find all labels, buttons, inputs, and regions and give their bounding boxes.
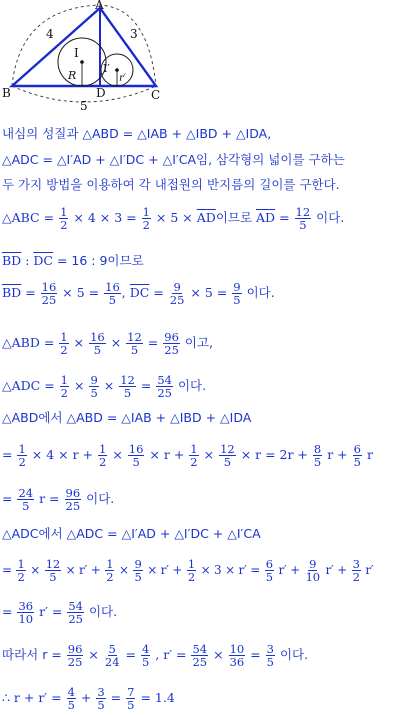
circumcircle-arc-top: [12, 5, 156, 86]
fraction-numerator: 16: [90, 330, 105, 344]
fraction-numerator: 8: [313, 442, 322, 456]
math-text: ×: [112, 447, 123, 462]
fraction: [89, 331, 106, 356]
triangle-incircle-figure: [0, 0, 170, 112]
fraction: [305, 558, 321, 583]
eq-r-prime-solve: [2, 600, 117, 625]
eq-bd-dc: [2, 281, 275, 306]
fraction-denominator: 5: [90, 386, 98, 400]
fraction: [141, 643, 150, 668]
math-text: 따라서 r =: [2, 647, 62, 662]
math-text: =: [110, 690, 122, 705]
fraction: [265, 558, 274, 583]
text-line-3: [2, 177, 340, 193]
math-text: ×: [213, 647, 224, 662]
fraction-numerator: 12: [45, 557, 60, 571]
math-text: ×: [73, 335, 85, 350]
fraction: [163, 331, 180, 356]
fraction: [104, 643, 121, 668]
fraction: [89, 374, 98, 399]
fraction-numerator: 16: [128, 442, 144, 456]
fraction-numerator: 16: [41, 280, 57, 294]
fraction: [295, 206, 312, 231]
math-text: =: [2, 563, 12, 577]
fraction-numerator: 24: [18, 486, 34, 500]
fraction: [59, 206, 68, 231]
math-text: r′ +: [278, 563, 300, 577]
fraction-denominator: 5: [223, 455, 232, 469]
math-text: = 1.4: [140, 690, 175, 705]
fraction-numerator: 3: [266, 642, 274, 656]
math-text: △ABD에서 △ABD = △IAB + △IBD + △IDA: [2, 410, 252, 425]
fraction-numerator: 96: [65, 486, 81, 500]
segment-label: $\overline{BD}$: [2, 285, 22, 300]
center-i-dot: [80, 60, 84, 64]
fraction-numerator: 1: [187, 557, 195, 571]
fraction: [313, 443, 322, 468]
fraction: [232, 281, 241, 306]
fraction-denominator: 5: [123, 386, 132, 400]
label-a: A: [95, 0, 104, 12]
fraction-numerator: 4: [67, 685, 75, 699]
eq-abd-expand: [2, 443, 373, 468]
fraction: [126, 686, 135, 711]
fraction-numerator: 9: [173, 280, 181, 294]
fraction-denominator: 36: [229, 655, 245, 669]
math-text: × r +: [149, 447, 185, 462]
fraction-denominator: 5: [49, 570, 57, 584]
fraction: [96, 686, 105, 711]
fraction: [191, 643, 208, 668]
eq-ratio: [2, 253, 144, 269]
fraction-numerator: 12: [120, 373, 135, 387]
eq-final-answer: [2, 686, 175, 711]
fraction-denominator: 5: [266, 655, 274, 669]
triangle-abc: [12, 8, 156, 86]
math-text: =: [2, 447, 13, 462]
fraction-numerator: 96: [67, 642, 83, 656]
fraction-denominator: 5: [353, 455, 361, 469]
fraction: [219, 443, 236, 468]
fraction: [67, 643, 84, 668]
fraction: [59, 331, 68, 356]
fraction-numerator: 36: [18, 599, 34, 613]
math-text: × 4 × r +: [31, 447, 94, 462]
fraction-numerator: 16: [105, 280, 120, 294]
label-c: C: [151, 88, 161, 102]
fraction-numerator: 4: [141, 642, 150, 656]
math-text: 두 가지 방법을 이용하여 각 내접원의 반지름의 길이를 구한다.: [2, 177, 340, 192]
fraction: [128, 443, 145, 468]
math-text: r: [366, 447, 373, 462]
fraction-numerator: 9: [309, 557, 317, 571]
text-line-2: [2, 152, 345, 168]
math-text: ×: [103, 378, 115, 393]
fraction-numerator: 1: [60, 205, 68, 219]
fraction-denominator: 2: [99, 455, 107, 469]
math-text: r +: [327, 447, 348, 462]
math-text: 이다.: [279, 647, 309, 662]
fraction: [67, 600, 84, 625]
fraction-numerator: 1: [18, 442, 26, 456]
segment-label: $\overline{DC}$: [129, 285, 150, 300]
fraction-denominator: 10: [18, 612, 34, 626]
fraction-denominator: 5: [108, 293, 117, 307]
fraction: [229, 643, 246, 668]
fraction: [187, 558, 196, 583]
fraction-denominator: 5: [265, 570, 273, 584]
fraction: [126, 331, 143, 356]
math-text: 이므로: [215, 210, 253, 225]
eq-abc-area: [2, 206, 344, 231]
math-text: =: [147, 335, 159, 350]
math-text: × r′ +: [65, 563, 101, 577]
fraction: [142, 206, 151, 231]
fraction-numerator: 1: [99, 442, 107, 456]
math-text: ×: [203, 447, 215, 462]
fraction-numerator: 1: [60, 330, 68, 344]
math-text: 이다.: [246, 285, 275, 300]
fraction-denominator: 5: [299, 218, 307, 232]
text-line-1: [2, 126, 271, 142]
fraction: [41, 281, 58, 306]
math-text: =: [153, 285, 164, 300]
fraction-denominator: 5: [93, 343, 102, 357]
math-text: =: [250, 647, 261, 662]
segment-label: $\overline{BD}$: [2, 253, 22, 268]
fraction: [17, 600, 34, 625]
label-r-prime: r′: [119, 73, 127, 84]
segment-label: $\overline{DC}$: [33, 253, 53, 268]
math-text: r =: [39, 491, 60, 506]
fraction-numerator: 5: [108, 642, 116, 656]
label-side-ab: 4: [46, 27, 54, 41]
math-text: ×: [73, 378, 85, 393]
segment-label: $\overline{AD}$: [196, 210, 216, 225]
math-text: r′: [365, 563, 374, 577]
fraction-denominator: 2: [187, 570, 195, 584]
fraction-denominator: 2: [190, 455, 198, 469]
fraction: [17, 443, 26, 468]
fraction-numerator: 3: [97, 685, 105, 699]
math-text: =: [140, 378, 152, 393]
math-text: r′ =: [39, 604, 63, 619]
fraction-numerator: 1: [190, 442, 198, 456]
math-text: , r′ =: [155, 647, 187, 662]
fraction: [352, 558, 361, 583]
fraction-numerator: 96: [164, 330, 179, 344]
label-side-ac: 3: [130, 27, 138, 41]
math-text: :: [21, 253, 34, 268]
fraction: [266, 643, 275, 668]
fraction-denominator: 25: [164, 343, 179, 357]
fraction: [104, 281, 121, 306]
math-text: 내심의 성질과 △ABD = △IAB + △IBD + △IDA,: [2, 126, 272, 141]
fraction-denominator: 25: [157, 386, 172, 400]
fraction-numerator: 12: [220, 442, 235, 456]
fraction: [353, 443, 362, 468]
math-text: × 5 =: [190, 285, 228, 300]
fraction-denominator: 25: [192, 655, 208, 669]
fraction-numerator: 1: [106, 557, 114, 571]
fraction-denominator: 2: [106, 570, 114, 584]
fraction-denominator: 2: [142, 218, 150, 232]
fraction-denominator: 5: [141, 655, 150, 669]
label-b: B: [2, 86, 11, 100]
math-text: × 5 ×: [155, 210, 193, 225]
math-text: =: [125, 647, 136, 662]
fraction-denominator: 5: [127, 698, 135, 712]
label-i: I: [74, 46, 79, 60]
eq-adc-area: [2, 374, 206, 399]
fraction: [105, 558, 114, 583]
math-text: △ADC = △I′AD + △I′DC + △I′CA임, 삼각형의 넓이를 구하는: [2, 152, 345, 167]
fraction-denominator: 10: [305, 570, 320, 584]
fraction-numerator: 1: [17, 557, 25, 571]
fraction-numerator: 54: [157, 373, 172, 387]
math-text: ∴ r + r′ =: [2, 690, 62, 705]
fraction: [169, 281, 186, 306]
math-text: =: [279, 210, 290, 225]
segment-label: $\overline{AD}$: [256, 210, 276, 225]
fraction: [17, 487, 34, 512]
fraction-numerator: 54: [68, 599, 83, 613]
fraction-denominator: 5: [132, 455, 140, 469]
fraction-numerator: 6: [265, 557, 273, 571]
fraction-numerator: 54: [192, 642, 208, 656]
math-text: +: [80, 690, 92, 705]
fraction-denominator: 25: [68, 612, 83, 626]
fraction-denominator: 5: [130, 343, 139, 357]
fraction-numerator: 6: [353, 442, 361, 456]
fraction-denominator: 25: [67, 655, 83, 669]
fraction-denominator: 5: [233, 293, 241, 307]
math-text: △ABD =: [2, 335, 55, 350]
math-text: ×: [118, 563, 129, 577]
fraction-numerator: 10: [229, 642, 245, 656]
label-d: D: [96, 86, 106, 100]
eq-r-values: [2, 643, 308, 668]
fraction-denominator: 5: [313, 455, 322, 469]
fraction-denominator: 2: [18, 455, 26, 469]
fraction-denominator: 25: [41, 293, 57, 307]
eq-adc-decomp: [2, 526, 261, 542]
fraction-denominator: 2: [352, 570, 360, 584]
fraction: [156, 374, 173, 399]
fraction-numerator: 1: [142, 205, 150, 219]
math-text: =: [25, 285, 36, 300]
fraction-numerator: 9: [134, 557, 142, 571]
fraction-numerator: 7: [127, 685, 135, 699]
eq-abd-decomp: [2, 410, 251, 426]
fraction: [45, 558, 61, 583]
math-text: 이다.: [88, 604, 118, 619]
fraction-denominator: 5: [67, 698, 75, 712]
fraction: [67, 686, 76, 711]
math-text: =: [2, 604, 13, 619]
math-text: × r = 2r +: [240, 447, 308, 462]
fraction: [98, 443, 107, 468]
label-side-bc: 5: [80, 99, 88, 112]
math-text: ×: [30, 563, 41, 577]
math-text: =: [2, 491, 13, 506]
math-text: 이다.: [316, 210, 345, 225]
fraction: [133, 558, 142, 583]
fraction: [60, 374, 69, 399]
fraction-denominator: 24: [104, 655, 120, 669]
math-text: × 4 × 3 =: [73, 210, 137, 225]
math-text: 이고,: [184, 335, 213, 350]
fraction: [65, 487, 82, 512]
math-text: ,: [121, 285, 126, 300]
math-text: △ADC =: [2, 378, 55, 393]
math-text: 이다.: [86, 491, 115, 506]
fraction-denominator: 2: [60, 343, 68, 357]
math-text: × 3 × r′ =: [200, 563, 261, 577]
math-text: × 5 =: [62, 285, 100, 300]
math-text: △ADC에서 △ADC = △I′AD + △I′DC + △I′CA: [2, 526, 261, 541]
fraction-denominator: 25: [65, 499, 81, 513]
fraction-denominator: 2: [60, 386, 68, 400]
fraction-denominator: 2: [60, 218, 68, 232]
fraction-denominator: 5: [97, 698, 105, 712]
eq-adc-expand: [2, 558, 373, 583]
math-text: △ABC =: [2, 210, 55, 225]
fraction-numerator: 12: [295, 205, 311, 219]
fraction-numerator: 3: [352, 557, 360, 571]
math-text: r′ +: [325, 563, 348, 577]
fraction-denominator: 5: [22, 499, 30, 513]
math-text: 이다.: [177, 378, 207, 393]
eq-abd-area: [2, 331, 213, 356]
label-r: R: [68, 69, 77, 82]
math-text: ×: [110, 335, 122, 350]
fraction-numerator: 9: [233, 280, 241, 294]
math-text: × r′ +: [147, 563, 183, 577]
fraction-denominator: 2: [17, 570, 25, 584]
fraction: [16, 558, 25, 583]
fraction-numerator: 12: [127, 330, 142, 344]
eq-r-solve: [2, 487, 114, 512]
fraction-numerator: 9: [90, 373, 98, 387]
fraction: [189, 443, 198, 468]
center-i-prime-dot: [115, 68, 119, 72]
fraction-denominator: 25: [169, 293, 185, 307]
math-text: = 16 : 9이므로: [52, 253, 144, 268]
fraction-denominator: 5: [134, 570, 142, 584]
fraction-numerator: 1: [60, 373, 68, 387]
math-text: ×: [88, 647, 99, 662]
fraction: [119, 374, 136, 399]
label-i-prime: I′: [103, 62, 110, 75]
